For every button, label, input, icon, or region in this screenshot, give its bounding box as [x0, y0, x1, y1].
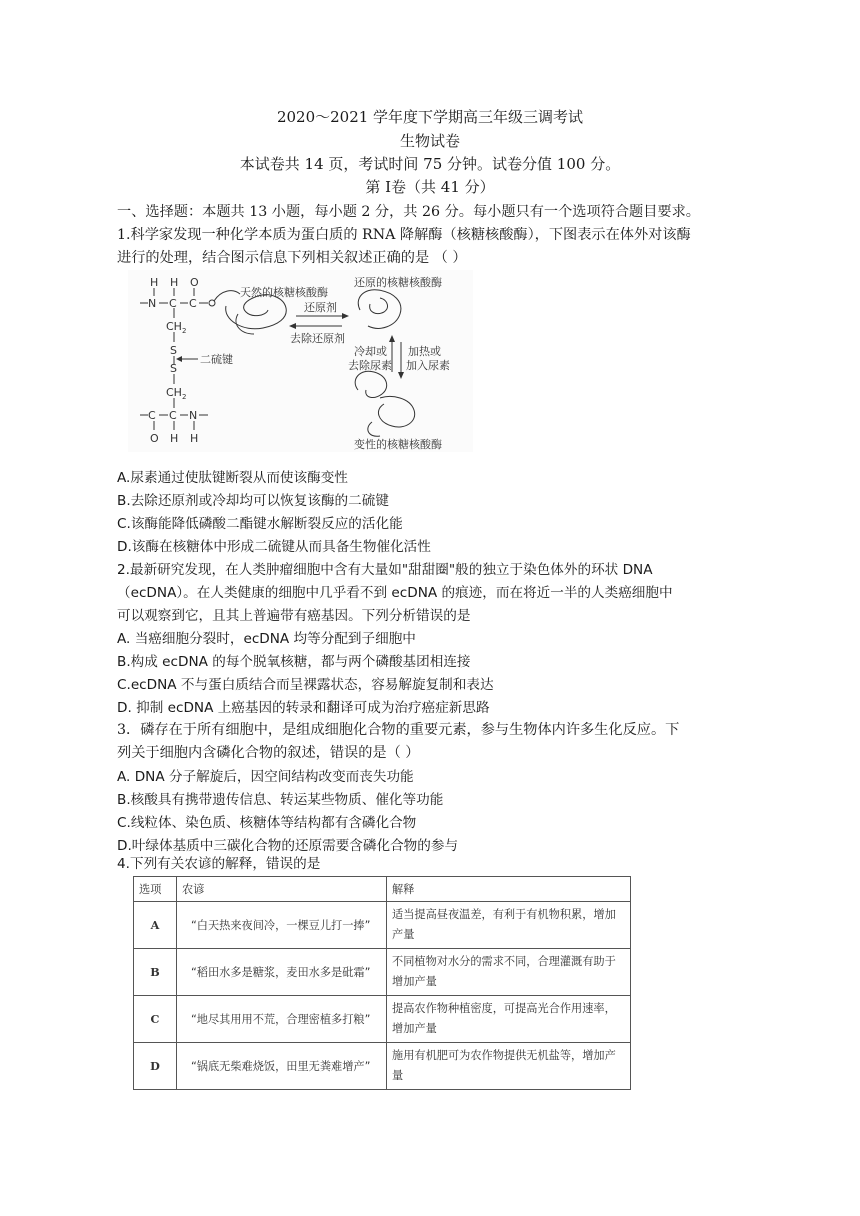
atom-o-2: O	[150, 432, 159, 445]
subject-title: 生物试卷	[399, 132, 460, 150]
atom-h-3: H	[170, 432, 179, 445]
table-row	[134, 902, 631, 949]
q2-option-c: C.ecDNA 不与蛋白质结合而呈裸露状态，容易解旋复制和表达	[117, 677, 494, 693]
table-row	[134, 996, 631, 1043]
table-row	[134, 1043, 631, 1090]
row-explanation: 适当提高昼夜温差，有利于有机物积累，增加产量	[387, 902, 631, 949]
q1-option-d: D.该酶在核糖体中形成二硫键从而具备生物催化活性	[117, 539, 431, 555]
atom-s-1: S	[170, 344, 177, 357]
atom-n-2: N	[189, 409, 198, 422]
atom-h-2: H	[170, 276, 179, 289]
exam-title: 2020～2021 学年度下学期高三年级三调考试	[276, 108, 584, 126]
atom-s-2: S	[170, 362, 177, 375]
q4-stem: 4.下列有关农谚的解释，错误的是	[117, 856, 321, 872]
q2-stem-line1: 2.最新研究发现，在人类肿瘤细胞中含有大量如"甜甜圈"般的独立于染色体外的环状 DNA	[117, 562, 653, 578]
enzyme-diagram	[128, 270, 473, 452]
q3-stem-line1: 3．磷存在于所有细胞中，是组成细胞化合物的重要元素，参与生物体内许多生化反应。下	[117, 722, 680, 738]
header-option: 选项	[134, 877, 177, 902]
atom-c-3: C	[148, 409, 156, 422]
q3-option-a: A. DNA 分子解旋后，因空间结构改变而丧失功能	[117, 769, 414, 785]
q1-option-c: C.该酶能降低磷酸二酯键水解断裂反应的活化能	[117, 516, 403, 532]
add-urea-label: 加入尿素	[406, 359, 450, 372]
proverb-table	[133, 876, 631, 1090]
atom-c-4: C	[169, 409, 177, 422]
atom-n-1: N	[148, 297, 157, 310]
q3-option-c: C.线粒体、染色质、核糖体等结构都有含磷化合物	[117, 815, 417, 831]
row-key: C	[134, 996, 177, 1043]
remove-urea-label: 去除尿素	[348, 359, 392, 372]
row-key: D	[134, 1043, 177, 1090]
q1-option-a: A.尿素通过使肽键断裂从而使该酶变性	[117, 470, 348, 486]
atom-h-4: H	[190, 432, 199, 445]
reduced-enzyme-label: 还原的核糖核酸酶	[354, 276, 442, 289]
row-key: A	[134, 902, 177, 949]
part-title: 第 Ⅰ卷（共 41 分）	[365, 178, 495, 196]
disulfide-label: 二硫键	[200, 353, 233, 366]
q2-option-b: B.构成 ecDNA 的每个脱氧核糖，都与两个磷酸基团相连接	[117, 654, 471, 670]
table-row	[134, 949, 631, 996]
q2-option-d: D. 抑制 ecDNA 上癌基因的转录和翻译可成为治疗癌症新思路	[117, 700, 490, 716]
row-proverb: “白天热来夜间冷，一棵豆儿打一捧”	[177, 902, 387, 949]
q3-option-d: D.叶绿体基质中三碳化合物的还原需要含磷化合物的参与	[117, 838, 459, 854]
row-proverb: “锅底无柴难烧饭，田里无粪难增产”	[177, 1043, 387, 1090]
row-explanation: 提高农作物种植密度，可提高光合作用速率，增加产量	[387, 996, 631, 1043]
row-proverb: “稻田水多是糖浆，麦田水多是砒霜”	[177, 949, 387, 996]
q1-option-b: B.去除还原剂或冷却均可以恢复该酶的二硫键	[117, 493, 389, 509]
q2-option-a: A. 当癌细胞分裂时，ecDNA 均等分配到子细胞中	[117, 631, 416, 647]
q1-stem-line1: 1.科学家发现一种化学本质为蛋白质的 RNA 降解酶（核糖核酸酶），下图表示在体外对该酶	[117, 227, 691, 243]
header-explanation: 解释	[387, 877, 631, 902]
atom-c-1: C	[169, 297, 177, 310]
row-key: B	[134, 949, 177, 996]
q2-stem-line3: 可以观察到它，且其上普遍带有癌基因。下列分析错误的是	[117, 608, 471, 624]
row-explanation: 施用有机肥可为农作物提供无机盐等，增加产量	[387, 1043, 631, 1090]
atom-h-1: H	[150, 276, 159, 289]
atom-o-1: O	[190, 276, 199, 289]
reductant-label: 还原剂	[304, 301, 337, 314]
q1-stem-line2: 进行的处理，结合图示信息下列相关叙述正确的是 （ ）	[117, 250, 467, 266]
q3-option-b: B.核酸具有携带遗传信息、转运某些物质、催化等功能	[117, 792, 444, 808]
row-proverb: “地尽其用用不荒，合理密植多打粮”	[177, 996, 387, 1043]
table-header-row	[134, 877, 631, 902]
heat-label: 加热或	[408, 345, 441, 358]
row-explanation: 不同植物对水分的需求不同，合理灌溉有助于增加产量	[387, 949, 631, 996]
section-heading: 一、选择题：本题共 13 小题，每小题 2 分，共 26 分。每小题只有一个选项符合题目要求。	[117, 204, 700, 220]
exam-info: 本试卷共 14 页，考试时间 75 分钟。试卷分值 100 分。	[239, 155, 621, 173]
cool-label: 冷却或	[354, 345, 387, 358]
atom-c-2: C	[189, 297, 197, 310]
header-proverb: 农谚	[177, 877, 387, 902]
ch2-group-1: $CH_2$	[166, 320, 187, 335]
q2-stem-line2: （ecDNA）。在人类健康的细胞中几乎看不到 ecDNA 的痕迹，而在将近一半的人类癌细胞中	[117, 585, 673, 601]
q3-stem-line2: 列关于细胞内含磷化合物的叙述，错误的是（ ）	[117, 745, 420, 761]
remove-reductant-label: 去除还原剂	[290, 332, 345, 345]
denatured-enzyme-label: 变性的核糖核酸酶	[354, 438, 442, 451]
ch2-group-2: $CH_2$	[166, 386, 187, 401]
natural-enzyme-label: 天然的核糖核酸酶	[240, 286, 328, 299]
q1-figure	[128, 270, 473, 452]
